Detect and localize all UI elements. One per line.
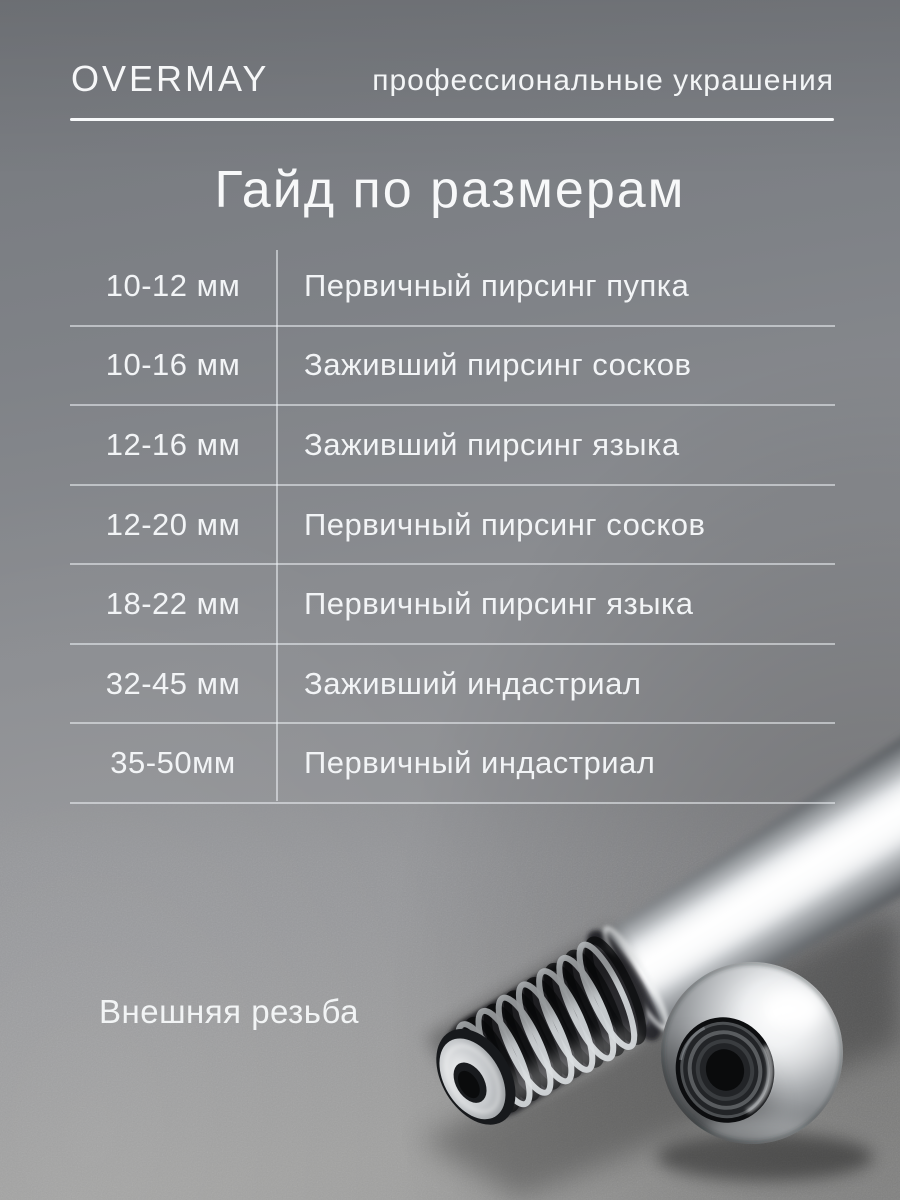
table-row (70, 724, 835, 804)
size-value: 12-16 мм (105, 426, 241, 462)
size-use: Первичный пирсинг сосков (304, 506, 706, 542)
column-divider (276, 250, 278, 801)
table-row (70, 327, 835, 407)
size-value: 12-20 мм (105, 506, 241, 542)
table-row (70, 645, 835, 725)
table-row (70, 247, 835, 327)
size-value: 32-45 мм (105, 665, 241, 701)
photo-caption: Внешняя резьба (99, 993, 359, 1030)
size-use: Заживший пирсинг языка (304, 426, 680, 462)
size-value: 35-50мм (110, 745, 236, 781)
size-use: Заживший индастриал (304, 665, 642, 701)
size-use: Первичный пирсинг языка (304, 586, 694, 622)
brand-name: OVERMAY (71, 58, 270, 99)
size-value: 18-22 мм (105, 586, 241, 622)
page-title: Гайд по размерам (214, 161, 686, 219)
table-row (70, 565, 835, 645)
table-row (70, 406, 835, 486)
size-use: Первичный пирсинг пупка (304, 267, 690, 303)
size-use: Первичный индастриал (304, 745, 656, 781)
size-value: 10-16 мм (105, 347, 241, 383)
size-value: 10-12 мм (105, 267, 241, 303)
size-guide-table (70, 247, 835, 804)
brand-tagline: профессиональные украшения (372, 64, 834, 97)
table-row (70, 486, 835, 566)
header-divider (70, 118, 834, 121)
size-use: Заживший пирсинг сосков (304, 347, 692, 383)
